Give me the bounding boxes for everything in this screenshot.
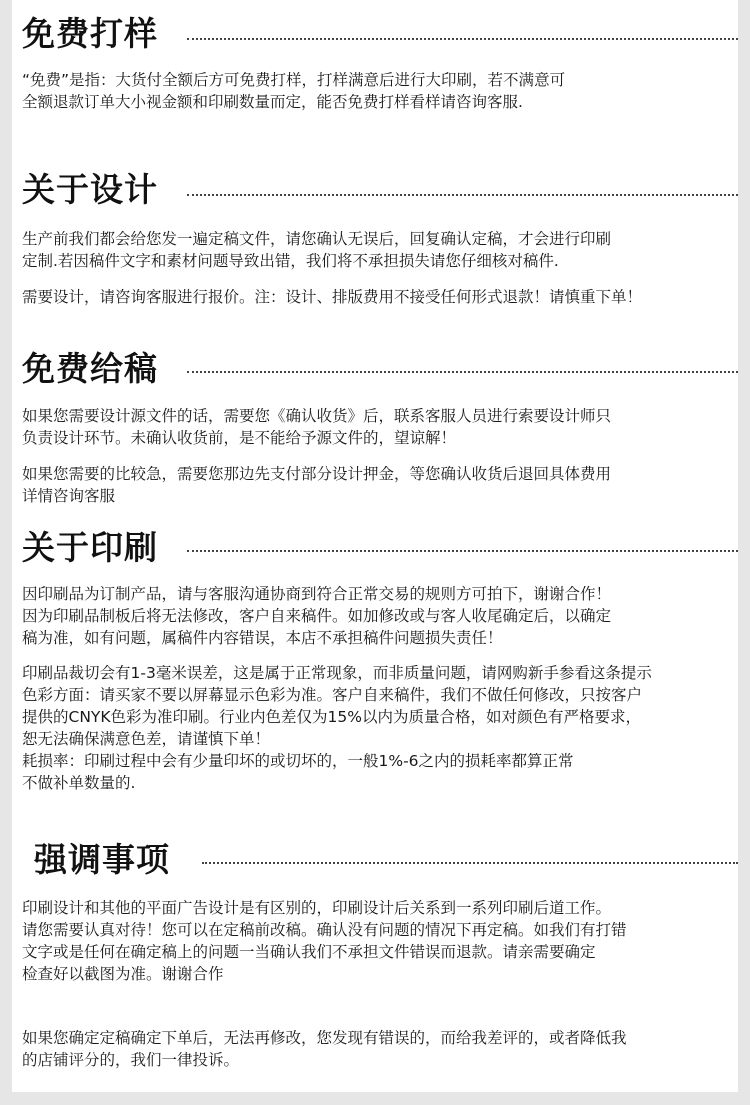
- text-line: 如果您需要的比较急，需要您那边先支付部分设计押金，等您确认收货后退回具体费用: [22, 465, 612, 483]
- text-line: 耗损率：印刷过程中会有少量印坏的或切坏的，一般1%-6之内的损耗率都算正常: [22, 752, 574, 770]
- info-page: [12, 0, 738, 1092]
- section-heading-row: [12, 838, 738, 886]
- section-heading-row: [12, 168, 738, 216]
- text-line: 生产前我们都会给您发一遍定稿文件，请您确认无误后，回复确认定稿，才会进行印刷: [22, 230, 612, 248]
- section-heading-row: [12, 347, 738, 395]
- paragraph: [22, 228, 611, 272]
- text-line: 需要设计，请咨询客服进行报价。注：设计、排版费用不接受任何形式退款！请慎重下单！: [22, 288, 643, 306]
- text-line: 检查好以截图为准。谢谢合作: [22, 965, 224, 983]
- paragraph: [22, 1027, 627, 1071]
- paragraph: [22, 69, 565, 113]
- text-line: 如果您确定定稿确定下单后，无法再修改，您发现有错误的，而给我差评的，或者降低我: [22, 1029, 627, 1047]
- text-line: 印刷品裁切会有1-3毫米误差，这是属于正常现象，而非质量问题，请网购新手参看这条提示: [22, 664, 652, 682]
- text-line: 印刷设计和其他的平面广告设计是有区别的，印刷设计后关系到一系列印刷后道工作。: [22, 899, 612, 917]
- dotted-divider: [187, 371, 738, 373]
- dotted-divider: [202, 862, 738, 864]
- section-heading: 关于设计: [22, 170, 158, 209]
- text-line: 因为印刷品制板后将无法修改，客户自来稿件。如加修改或与客人收尾确定后，以确定: [22, 607, 612, 625]
- paragraph: [22, 463, 611, 507]
- paragraph: [22, 405, 611, 449]
- section-heading: 免费打样: [22, 14, 158, 53]
- text-line: 全额退款订单大小视金额和印刷数量而定，能否免费打样看样请咨询客服.: [22, 93, 523, 111]
- text-line: 色彩方面：请买家不要以屏幕显示色彩为准。客户自来稿件，我们不做任何修改，只按客户: [22, 686, 643, 704]
- section-heading-row: [12, 526, 738, 574]
- section-heading-row: [12, 12, 738, 60]
- dotted-divider: [187, 550, 738, 552]
- paragraph: [22, 897, 627, 985]
- text-line: 的店铺评分的，我们一律投诉。: [22, 1051, 240, 1069]
- text-line: 请您需要认真对待！您可以在定稿前改稿。确认没有问题的情况下再定稿。如我们有打错: [22, 921, 627, 939]
- dotted-divider: [187, 38, 738, 40]
- paragraph: [22, 286, 642, 308]
- text-line: 恕无法确保满意色差，请谨慎下单！: [22, 730, 271, 748]
- text-line: “免费”是指：大货付全额后方可免费打样，打样满意后进行大印刷，若不满意可: [22, 71, 566, 89]
- text-line: 如果您需要设计源文件的话，需要您《确认收货》后，联系客服人员进行索要设计师只: [22, 407, 612, 425]
- text-line: 因印刷品为订制产品，请与客服沟通协商到符合正常交易的规则方可拍下，谢谢合作！: [22, 585, 612, 603]
- text-line: 提供的CNYK色彩为准印刷。行业内色差仅为15%以内为质量合格，如对颜色有严格要求，: [22, 708, 642, 726]
- section-heading: 免费给稿: [22, 349, 158, 388]
- paragraph: [22, 583, 611, 649]
- text-line: 负责设计环节。未确认收货前，是不能给予源文件的，望谅解！: [22, 429, 457, 447]
- section-heading: 关于印刷: [22, 528, 158, 567]
- section-heading: 强调事项: [34, 840, 170, 879]
- dotted-divider: [187, 194, 738, 196]
- paragraph: [22, 662, 652, 794]
- text-line: 稿为准，如有问题，属稿件内容错误，本店不承担稿件问题损失责任！: [22, 629, 503, 647]
- text-line: 文字或是任何在确定稿上的问题一当确认我们不承担文件错误而退款。请亲需要确定: [22, 943, 596, 961]
- text-line: 不做补单数量的.: [22, 774, 136, 792]
- text-line: 详情咨询客服: [22, 487, 116, 505]
- text-line: 定制.若因稿件文字和素材问题导致出错，我们将不承担损失请您仔细核对稿件.: [22, 252, 559, 270]
